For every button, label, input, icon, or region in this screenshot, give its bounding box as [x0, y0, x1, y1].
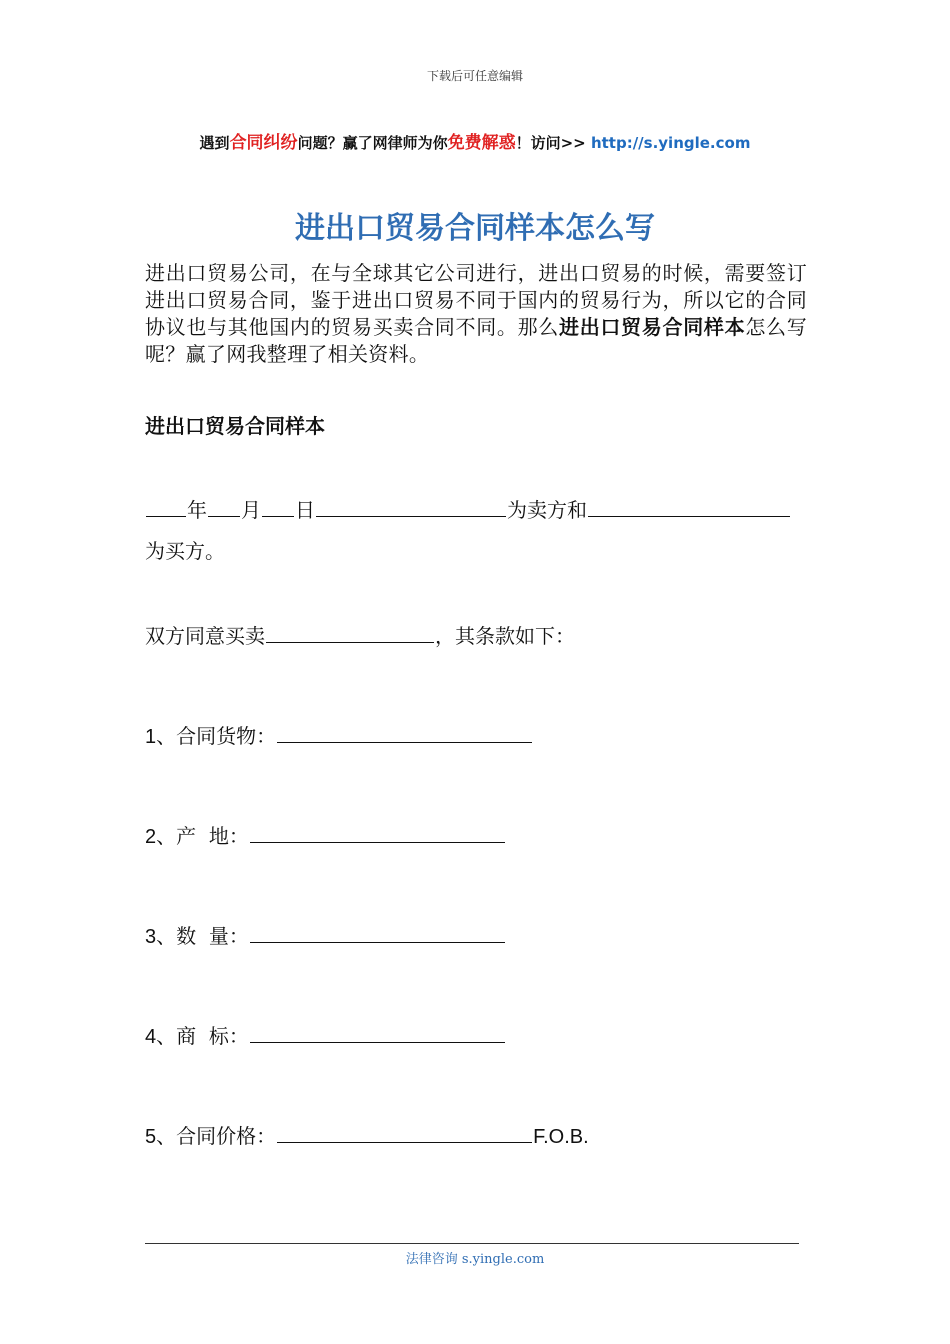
agree-suffix: ，其条款如下： — [435, 624, 575, 648]
clause-number: 3 — [145, 926, 157, 948]
footer-text: 法律咨询 s.yingle.com — [405, 1252, 545, 1267]
goods-blank — [266, 641, 434, 643]
clause-separator: 、 — [156, 924, 177, 948]
document-title: 进出口贸易合同样本怎么写 — [295, 211, 655, 246]
day-label: 日 — [295, 498, 315, 522]
seller-label: 为卖方和 — [507, 498, 587, 522]
clause-blank — [277, 741, 532, 743]
clause-label: 数 量： — [176, 924, 249, 948]
clause-number: 1 — [145, 726, 157, 748]
intro-paragraph — [145, 260, 807, 368]
buyer-blank — [588, 515, 790, 517]
clause-number: 5 — [145, 1126, 157, 1148]
clause-separator: 、 — [156, 1024, 177, 1048]
section-heading: 进出口贸易合同样本 — [145, 414, 325, 438]
intro-text: 进出口贸易公司，在与全球其它公司进行，进出口贸易的时候，需要签订进出口贸易合同，鉴于进出口贸易不同于国内的贸易行为，所以它的合同协议也与其他国内的贸易买卖合同不同。那么 — [145, 261, 807, 339]
promo-text: ！访问>> — [515, 134, 591, 152]
clause-item — [145, 720, 533, 749]
buyer-line: 为买方。 — [145, 539, 225, 563]
clause-item — [145, 1020, 506, 1049]
day-blank — [262, 515, 294, 517]
promo-highlight-dispute: 合同纠纷 — [229, 133, 298, 153]
page-header-note: 下载后可任意编辑 — [426, 69, 523, 83]
clause-blank — [250, 941, 505, 943]
clause-label: 合同价格： — [176, 1124, 277, 1148]
clause-separator: 、 — [156, 824, 177, 848]
agree-prefix: 双方同意买卖 — [145, 624, 265, 648]
promo-banner — [0, 128, 950, 153]
contract-date-line — [145, 494, 791, 523]
month-label: 月 — [241, 498, 261, 522]
intro-bold-keyword: 进出口贸易合同样本 — [559, 315, 746, 339]
clause-item — [145, 920, 506, 949]
promo-link[interactable]: http://s.yingle.com — [590, 134, 751, 152]
year-label: 年 — [187, 498, 207, 522]
footer-divider — [145, 1243, 799, 1244]
clause-separator: 、 — [156, 724, 177, 748]
seller-blank — [316, 515, 506, 517]
clause-blank — [250, 841, 505, 843]
clause-item — [145, 1120, 589, 1149]
clause-separator: 、 — [156, 1124, 177, 1148]
clause-blank — [250, 1041, 505, 1043]
promo-highlight-free: 免费解惑 — [447, 133, 516, 153]
month-blank — [208, 515, 240, 517]
intro-text: 怎么写呢？赢了网我整理了相关资料。 — [145, 315, 808, 366]
clause-blank — [277, 1141, 532, 1143]
clause-label: 产 地： — [176, 824, 249, 848]
clause-number: 4 — [145, 1026, 157, 1048]
clause-label: 合同货物： — [176, 724, 277, 748]
clause-label: 商 标： — [176, 1024, 249, 1048]
promo-text: 问题？赢了网律师为你 — [297, 134, 448, 152]
agree-line — [145, 620, 575, 649]
year-blank — [146, 515, 186, 517]
promo-text: 遇到 — [199, 134, 230, 152]
clause-item — [145, 820, 506, 849]
clause-number: 2 — [145, 826, 157, 848]
clause-suffix: F.O.B. — [533, 1126, 589, 1148]
